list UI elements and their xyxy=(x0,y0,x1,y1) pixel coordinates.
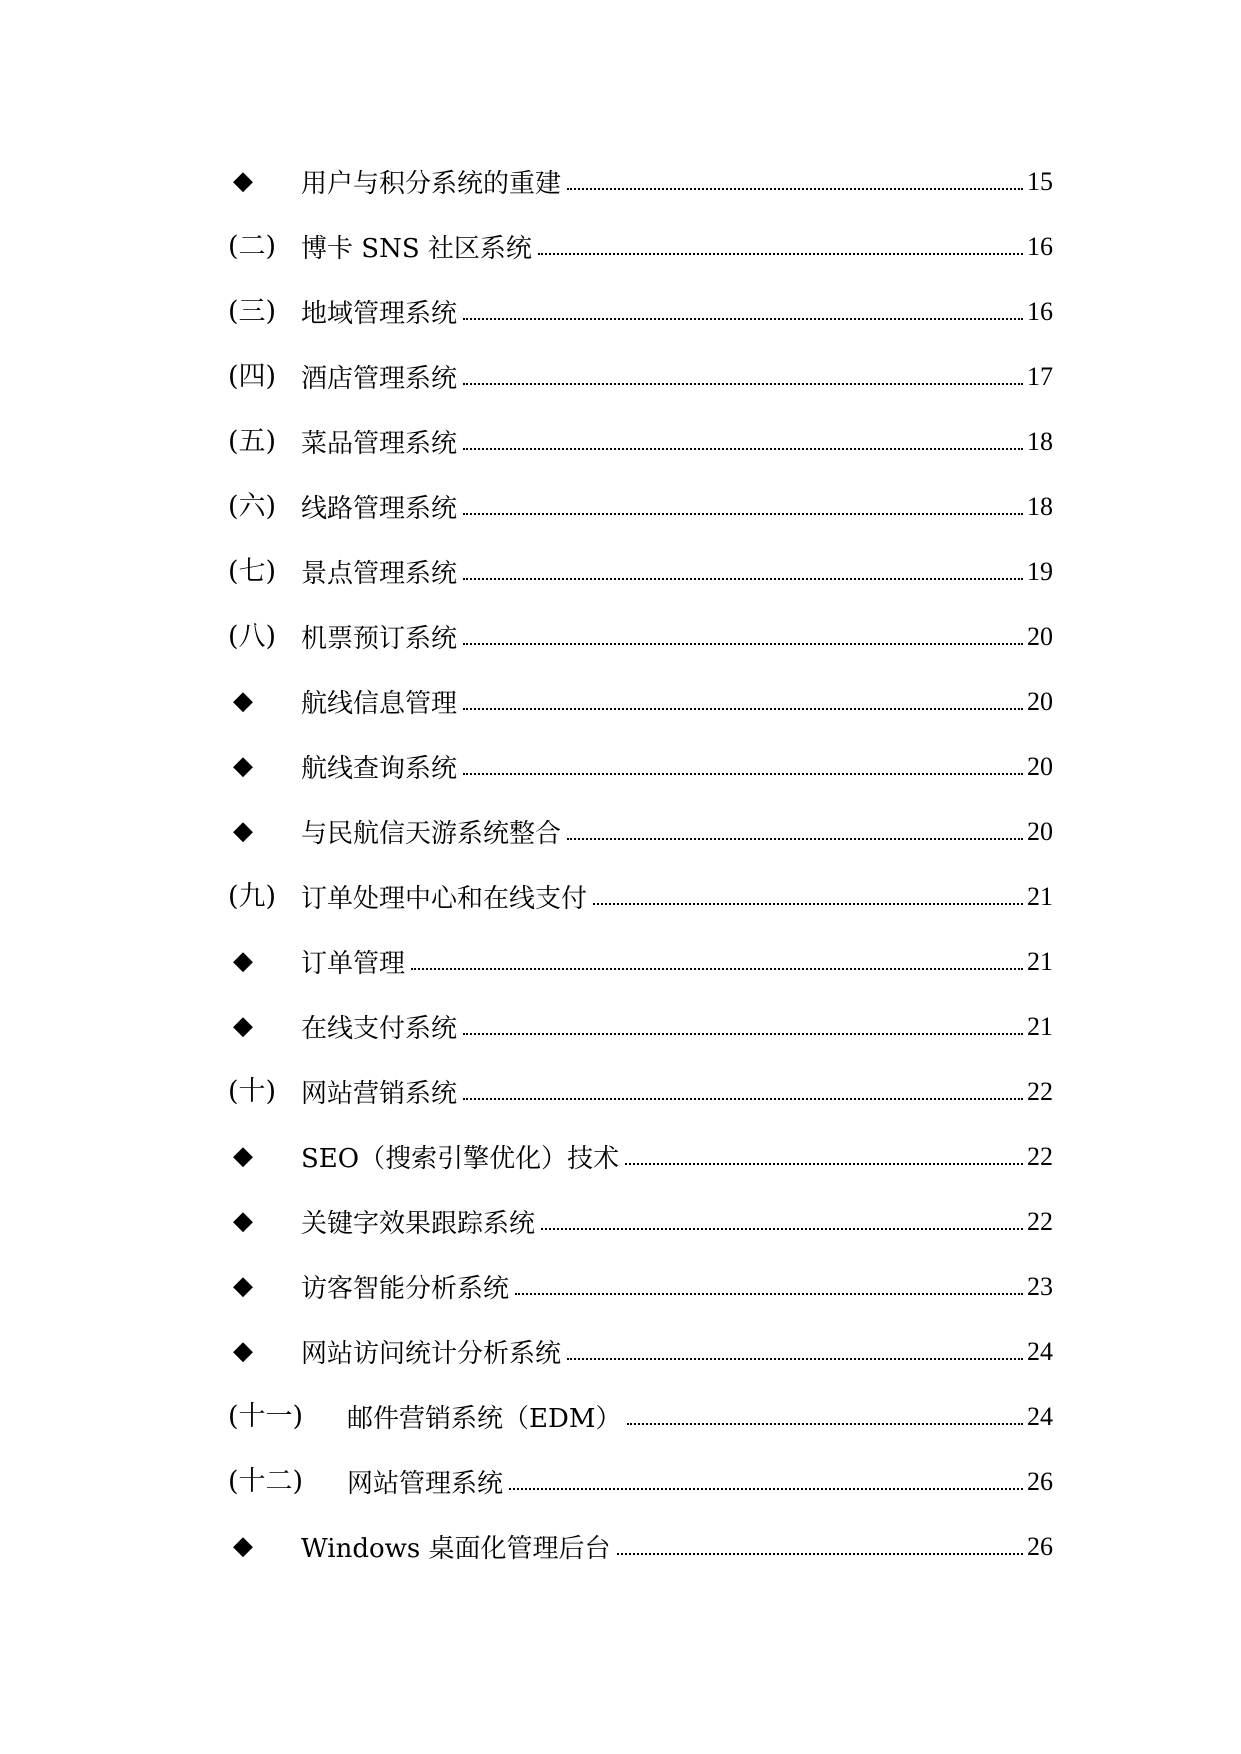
diamond-bullet-icon: ◆ xyxy=(233,686,253,716)
toc-entry-title: 航线信息管理 xyxy=(301,689,458,719)
toc-entry-title: SEO（搜索引擎优化）技术 xyxy=(301,1144,620,1174)
dot-leader xyxy=(567,1358,1023,1360)
toc-entry[interactable] xyxy=(228,929,1053,994)
toc-entry-body xyxy=(347,1449,1053,1514)
toc-entry[interactable] xyxy=(228,409,1053,474)
toc-entry[interactable] xyxy=(228,994,1053,1059)
toc-entry-title: 网站管理系统 xyxy=(347,1469,504,1499)
toc-entry-title: 地域管理系统 xyxy=(301,299,458,329)
toc-entry-body xyxy=(301,1124,1053,1189)
toc-entry-body xyxy=(301,1189,1053,1254)
toc-entry[interactable] xyxy=(228,864,1053,929)
toc-entry-title: 在线支付系统 xyxy=(301,1014,458,1044)
diamond-bullet-icon: ◆ xyxy=(233,816,253,846)
toc-entry-body xyxy=(301,1514,1053,1579)
toc-entry-title: 景点管理系统 xyxy=(301,559,458,589)
toc-entry[interactable] xyxy=(228,279,1053,344)
dot-leader xyxy=(567,838,1023,840)
toc-entry-title: 酒店管理系统 xyxy=(301,364,458,394)
toc-entry-page-number: 21 xyxy=(1027,881,1053,911)
toc-entry-body xyxy=(301,344,1053,409)
diamond-bullet-icon: ◆ xyxy=(233,1531,253,1561)
dot-leader xyxy=(463,513,1023,515)
toc-entry-page-number: 24 xyxy=(1027,1336,1053,1366)
toc-entry-body xyxy=(301,1059,1053,1124)
toc-entry-body xyxy=(301,214,1053,279)
diamond-bullet-icon: ◆ xyxy=(233,751,253,781)
toc-entry-title: 与民航信天游系统整合 xyxy=(301,819,562,849)
toc-entry[interactable] xyxy=(228,669,1053,734)
toc-entry[interactable] xyxy=(228,214,1053,279)
dot-leader xyxy=(463,383,1023,385)
dot-leader xyxy=(463,708,1023,710)
toc-entry[interactable] xyxy=(228,1514,1053,1579)
toc-entry-page-number: 19 xyxy=(1027,556,1053,586)
dot-leader xyxy=(593,903,1023,905)
diamond-bullet-icon: ◆ xyxy=(233,1336,253,1366)
toc-entry-body xyxy=(301,279,1053,344)
toc-entry[interactable] xyxy=(228,344,1053,409)
dot-leader xyxy=(411,968,1023,970)
dot-leader xyxy=(463,1033,1023,1035)
toc-entry-body xyxy=(301,734,1053,799)
dot-leader xyxy=(463,578,1023,580)
toc-entry-number: (五) xyxy=(228,426,277,457)
diamond-bullet-icon: ◆ xyxy=(233,1271,253,1301)
toc-entry[interactable] xyxy=(228,1059,1053,1124)
toc-entry[interactable] xyxy=(228,1384,1053,1449)
toc-entry-page-number: 16 xyxy=(1027,231,1053,261)
diamond-bullet-icon: ◆ xyxy=(233,946,253,976)
toc-entry[interactable] xyxy=(228,604,1053,669)
diamond-bullet-icon: ◆ xyxy=(233,1141,253,1171)
dot-leader xyxy=(541,1228,1023,1230)
dot-leader xyxy=(463,448,1023,450)
toc-entry-page-number: 22 xyxy=(1027,1206,1053,1236)
toc-entry[interactable] xyxy=(228,1189,1053,1254)
dot-leader xyxy=(515,1293,1023,1295)
toc-entry[interactable] xyxy=(228,1319,1053,1384)
toc-entry-body xyxy=(301,994,1053,1059)
dot-leader xyxy=(463,318,1023,320)
toc-entry-page-number: 20 xyxy=(1027,686,1053,716)
toc-entry-page-number: 21 xyxy=(1027,946,1053,976)
dot-leader xyxy=(627,1423,1023,1425)
dot-leader xyxy=(625,1163,1023,1165)
toc-entry-page-number: 16 xyxy=(1027,296,1053,326)
toc-entry-page-number: 26 xyxy=(1027,1531,1053,1561)
toc-entry-title: 关键字效果跟踪系统 xyxy=(301,1209,536,1239)
toc-entry-page-number: 18 xyxy=(1027,491,1053,521)
toc-entry-title: 订单处理中心和在线支付 xyxy=(301,884,588,914)
toc-entry-title: 邮件营销系统（EDM） xyxy=(347,1404,622,1434)
toc-entry-title: 机票预订系统 xyxy=(301,624,458,654)
toc-entry[interactable] xyxy=(228,734,1053,799)
toc-entry-body xyxy=(301,474,1053,539)
toc-entry-title: 网站访问统计分析系统 xyxy=(301,1339,562,1369)
toc-entry[interactable] xyxy=(228,799,1053,864)
toc-entry-body xyxy=(301,1319,1053,1384)
toc-entry[interactable] xyxy=(228,1254,1053,1319)
toc-entry[interactable] xyxy=(228,1449,1053,1514)
toc-entry-title: Windows 桌面化管理后台 xyxy=(301,1534,611,1564)
toc-entry[interactable] xyxy=(228,1124,1053,1189)
dot-leader xyxy=(463,1098,1023,1100)
toc-entry-body xyxy=(301,539,1053,604)
toc-entry-page-number: 20 xyxy=(1027,816,1053,846)
table-of-contents xyxy=(228,149,1053,1579)
toc-entry-title: 菜品管理系统 xyxy=(301,429,458,459)
toc-entry-number: (十) xyxy=(228,1076,277,1107)
toc-entry-title: 网站营销系统 xyxy=(301,1079,458,1109)
toc-entry-number: (四) xyxy=(228,361,277,392)
toc-entry-page-number: 21 xyxy=(1027,1011,1053,1041)
toc-entry-title: 订单管理 xyxy=(301,949,406,979)
toc-entry-page-number: 26 xyxy=(1027,1466,1053,1496)
toc-entry-page-number: 17 xyxy=(1027,361,1053,391)
toc-entry-title: 线路管理系统 xyxy=(301,494,458,524)
toc-entry-body xyxy=(347,1384,1053,1449)
toc-entry-page-number: 20 xyxy=(1027,621,1053,651)
diamond-bullet-icon: ◆ xyxy=(233,1011,253,1041)
diamond-bullet-icon: ◆ xyxy=(233,1206,253,1236)
dot-leader xyxy=(617,1553,1024,1555)
toc-entry[interactable] xyxy=(228,474,1053,539)
toc-entry-title: 博卡 SNS 社区系统 xyxy=(301,234,532,264)
toc-entry-number: (三) xyxy=(228,296,277,327)
diamond-bullet-icon: ◆ xyxy=(233,166,253,196)
toc-entry-body xyxy=(301,1254,1053,1319)
toc-entry-page-number: 23 xyxy=(1027,1271,1053,1301)
toc-entry-title: 航线查询系统 xyxy=(301,754,458,784)
dot-leader xyxy=(567,188,1023,190)
toc-entry-body xyxy=(301,799,1053,864)
toc-entry-number: (八) xyxy=(228,621,277,652)
toc-entry-page-number: 22 xyxy=(1027,1076,1053,1106)
toc-entry-title: 访客智能分析系统 xyxy=(301,1274,510,1304)
toc-entry[interactable] xyxy=(228,539,1053,604)
toc-entry-page-number: 15 xyxy=(1027,166,1053,196)
toc-entry-title: 用户与积分系统的重建 xyxy=(301,169,562,199)
toc-entry-body xyxy=(301,929,1053,994)
toc-entry-body xyxy=(301,604,1053,669)
toc-entry-number: (二) xyxy=(228,231,277,262)
toc-entry-body xyxy=(301,864,1053,929)
toc-entry-page-number: 18 xyxy=(1027,426,1053,456)
toc-entry-number: (十二) xyxy=(228,1466,304,1497)
dot-leader xyxy=(463,773,1023,775)
toc-entry-page-number: 24 xyxy=(1027,1401,1053,1431)
dot-leader xyxy=(538,253,1023,255)
dot-leader xyxy=(463,643,1023,645)
toc-entry-number: (九) xyxy=(228,881,277,912)
toc-entry-number: (七) xyxy=(228,556,277,587)
toc-entry-page-number: 20 xyxy=(1027,751,1053,781)
toc-entry-number: (六) xyxy=(228,491,277,522)
toc-entry-number: (十一) xyxy=(228,1401,304,1432)
toc-entry[interactable] xyxy=(228,149,1053,214)
toc-entry-page-number: 22 xyxy=(1027,1141,1053,1171)
dot-leader xyxy=(509,1488,1023,1490)
toc-entry-body xyxy=(301,409,1053,474)
toc-entry-body xyxy=(301,669,1053,734)
toc-entry-body xyxy=(301,149,1053,214)
